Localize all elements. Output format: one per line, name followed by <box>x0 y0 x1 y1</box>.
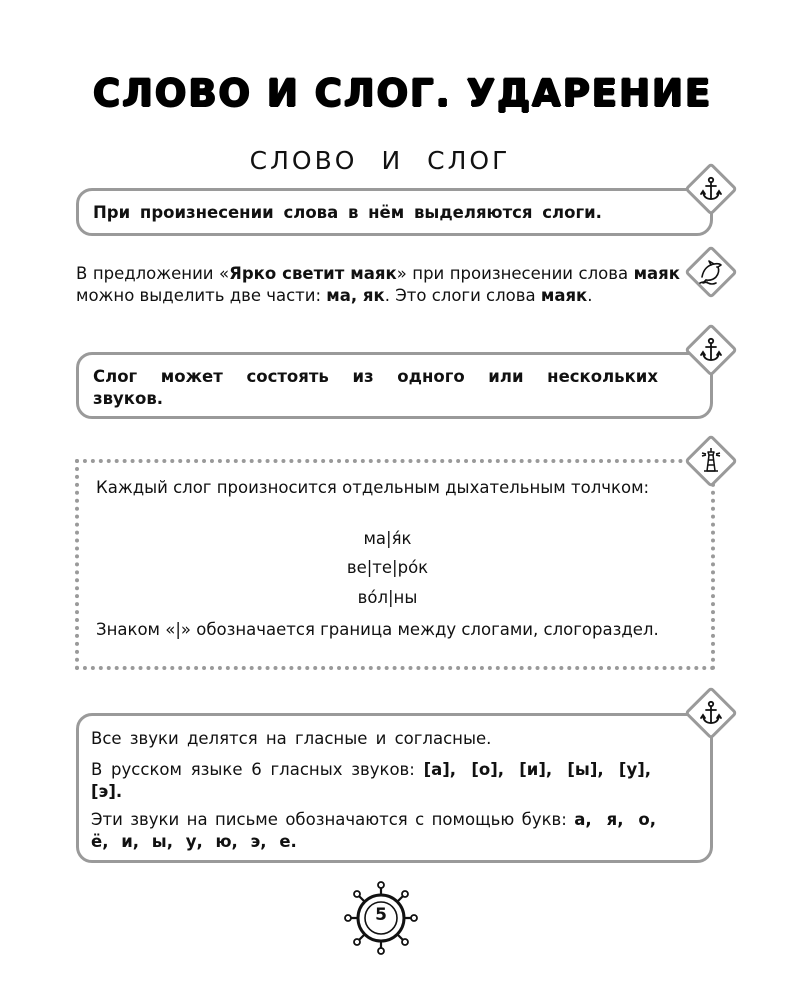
sounds-text-3: Эти звуки на письме обозначаются с помощью букв: а, я, о, ё, и, ы, у, ю, э, е. <box>91 810 657 851</box>
sounds-text-1: Все звуки делятся на гласные и согласные. <box>91 729 492 748</box>
syllable-intro: Каждый слог произносится отдельным дыхательным толчком: <box>96 478 650 497</box>
lighthouse-icon <box>694 444 728 478</box>
syllable-example-3: во́л|ны <box>357 588 418 607</box>
rule-2-text: Слог может состоять из одного или нескольких звуков. <box>93 367 658 408</box>
subtitle-word: СЛОГ <box>427 146 511 175</box>
page-number: 5 <box>375 905 387 925</box>
example-paragraph: В предложении «Ярко светит маяк» при произнесении слова маяк можно выделить две части: ма, як. Это слоги слова маяк. <box>76 264 680 305</box>
anchor-icon <box>694 172 728 206</box>
sounds-text-2: В русском языке 6 гласных звуков: [а], [о], [и], [ы], [у], [э]. <box>91 760 652 801</box>
anchor-icon <box>694 333 728 367</box>
syllable-outro: Знаком «|» обозначается граница между слогами, слогораздел. <box>96 620 659 639</box>
subtitle-word: И <box>381 146 404 175</box>
subtitle-word: СЛОВО <box>249 146 358 175</box>
rule-1-text: При произнесении слова в нём выделяются слоги. <box>93 203 602 222</box>
section-title <box>0 146 760 175</box>
syllable-example-1: ма|я́к <box>363 529 412 548</box>
page-title: СЛОВО И СЛОГ. УДАРЕНИЕ <box>93 72 713 115</box>
anchor-icon <box>694 696 728 730</box>
syllable-example-2: ве|те|ро́к <box>346 558 429 577</box>
dolphin-icon <box>694 255 728 289</box>
